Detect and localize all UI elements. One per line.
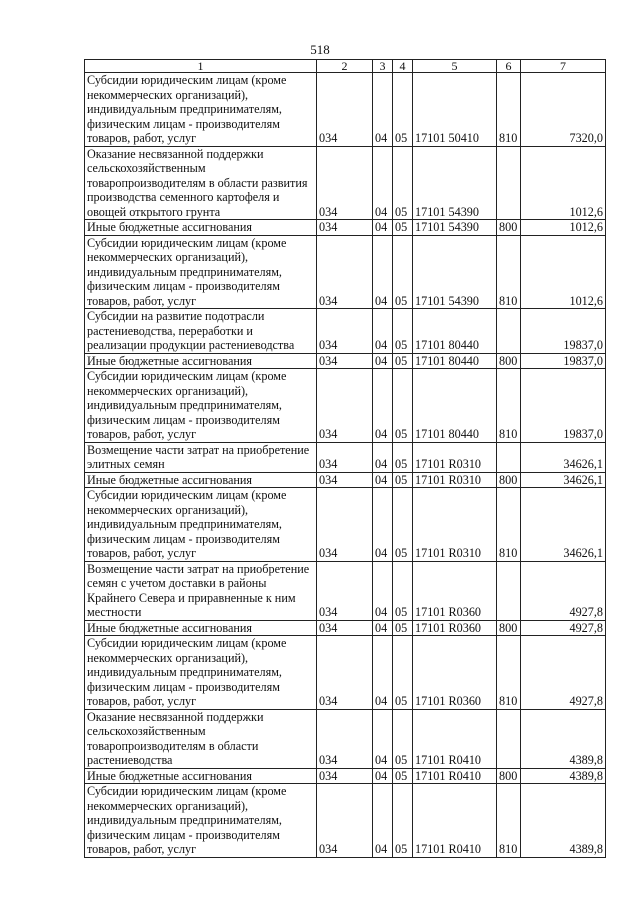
page-number: 518 bbox=[310, 42, 330, 57]
table-row bbox=[85, 561, 606, 620]
row-admin-code-cell: 034 bbox=[317, 309, 373, 354]
row-section-cell: 04 bbox=[373, 235, 393, 309]
row-target-article-cell: 17101 R0310 bbox=[413, 472, 497, 488]
header-cell: 4 bbox=[393, 60, 413, 73]
row-name-cell: Возмещение части затрат на приобретение элитных семян bbox=[85, 442, 317, 472]
row-subsection-cell: 05 bbox=[393, 709, 413, 768]
table-row bbox=[85, 235, 606, 309]
row-expense-type-cell: 810 bbox=[497, 636, 521, 710]
row-admin-code-cell: 034 bbox=[317, 768, 373, 784]
table-row bbox=[85, 636, 606, 710]
row-name-cell: Иные бюджетные ассигнования bbox=[85, 472, 317, 488]
row-amount-cell: 1012,6 bbox=[521, 220, 606, 236]
row-name-cell: Иные бюджетные ассигнования bbox=[85, 220, 317, 236]
row-section-cell: 04 bbox=[373, 442, 393, 472]
header-cell: 3 bbox=[373, 60, 393, 73]
row-admin-code-cell: 034 bbox=[317, 620, 373, 636]
row-admin-code-cell: 034 bbox=[317, 235, 373, 309]
row-name-cell: Иные бюджетные ассигнования bbox=[85, 768, 317, 784]
row-expense-type-cell bbox=[497, 309, 521, 354]
row-amount-cell: 1012,6 bbox=[521, 146, 606, 220]
row-amount-cell: 1012,6 bbox=[521, 235, 606, 309]
row-section-cell: 04 bbox=[373, 620, 393, 636]
row-expense-type-cell: 810 bbox=[497, 369, 521, 443]
row-section-cell: 04 bbox=[373, 146, 393, 220]
row-amount-cell: 4389,8 bbox=[521, 709, 606, 768]
row-amount-cell: 19837,0 bbox=[521, 309, 606, 354]
header-cell: 2 bbox=[317, 60, 373, 73]
row-expense-type-cell: 800 bbox=[497, 353, 521, 369]
row-target-article-cell: 17101 R0310 bbox=[413, 442, 497, 472]
row-admin-code-cell: 034 bbox=[317, 146, 373, 220]
row-target-article-cell: 17101 54390 bbox=[413, 235, 497, 309]
row-section-cell: 04 bbox=[373, 309, 393, 354]
row-amount-cell: 4927,8 bbox=[521, 620, 606, 636]
row-name-cell: Субсидии юридическим лицам (кроме некоммерческих организаций), индивидуальным предпринимателям, физическим лицам - производителям товаров, работ, услуг bbox=[85, 73, 317, 147]
row-name-cell: Субсидии юридическим лицам (кроме некоммерческих организаций), индивидуальным предпринимателям, физическим лицам - производителям товаров, работ, услуг bbox=[85, 488, 317, 562]
row-section-cell: 04 bbox=[373, 709, 393, 768]
row-section-cell: 04 bbox=[373, 636, 393, 710]
row-admin-code-cell: 034 bbox=[317, 442, 373, 472]
row-amount-cell: 4927,8 bbox=[521, 561, 606, 620]
row-target-article-cell: 17101 54390 bbox=[413, 146, 497, 220]
row-expense-type-cell: 800 bbox=[497, 220, 521, 236]
header-cell: 1 bbox=[85, 60, 317, 73]
table-header-row bbox=[85, 60, 606, 73]
row-expense-type-cell bbox=[497, 442, 521, 472]
row-amount-cell: 19837,0 bbox=[521, 369, 606, 443]
row-subsection-cell: 05 bbox=[393, 620, 413, 636]
row-admin-code-cell: 034 bbox=[317, 472, 373, 488]
row-subsection-cell: 05 bbox=[393, 235, 413, 309]
row-amount-cell: 34626,1 bbox=[521, 442, 606, 472]
row-target-article-cell: 17101 R0410 bbox=[413, 784, 497, 858]
row-name-cell: Субсидии юридическим лицам (кроме некоммерческих организаций), индивидуальным предпринимателям, физическим лицам - производителям товаров, работ, услуг bbox=[85, 369, 317, 443]
table-row bbox=[85, 353, 606, 369]
row-target-article-cell: 17101 R0410 bbox=[413, 709, 497, 768]
table-row bbox=[85, 472, 606, 488]
table-row bbox=[85, 369, 606, 443]
row-admin-code-cell: 034 bbox=[317, 709, 373, 768]
row-name-cell: Субсидии юридическим лицам (кроме некоммерческих организаций), индивидуальным предпринимателям, физическим лицам - производителям товаров, работ, услуг bbox=[85, 235, 317, 309]
row-section-cell: 04 bbox=[373, 73, 393, 147]
row-expense-type-cell: 810 bbox=[497, 784, 521, 858]
row-admin-code-cell: 034 bbox=[317, 636, 373, 710]
row-expense-type-cell bbox=[497, 561, 521, 620]
row-name-cell: Субсидии юридическим лицам (кроме некоммерческих организаций), индивидуальным предпринимателям, физическим лицам - производителям товаров, работ, услуг bbox=[85, 784, 317, 858]
table-row bbox=[85, 442, 606, 472]
row-name-cell: Оказание несвязанной поддержки сельскохозяйственным товаропроизводителям в области развития производства семенного картофеля и овощей открытого грунта bbox=[85, 146, 317, 220]
row-section-cell: 04 bbox=[373, 220, 393, 236]
row-target-article-cell: 17101 54390 bbox=[413, 220, 497, 236]
row-section-cell: 04 bbox=[373, 768, 393, 784]
row-target-article-cell: 17101 R0360 bbox=[413, 561, 497, 620]
row-section-cell: 04 bbox=[373, 561, 393, 620]
row-name-cell: Субсидии юридическим лицам (кроме некоммерческих организаций), индивидуальным предпринимателям, физическим лицам - производителям товаров, работ, услуг bbox=[85, 636, 317, 710]
row-subsection-cell: 05 bbox=[393, 636, 413, 710]
table-row bbox=[85, 146, 606, 220]
row-expense-type-cell: 810 bbox=[497, 73, 521, 147]
row-expense-type-cell bbox=[497, 709, 521, 768]
row-admin-code-cell: 034 bbox=[317, 784, 373, 858]
table-row bbox=[85, 768, 606, 784]
row-target-article-cell: 17101 R0360 bbox=[413, 636, 497, 710]
table-row bbox=[85, 709, 606, 768]
row-target-article-cell: 17101 80440 bbox=[413, 369, 497, 443]
row-section-cell: 04 bbox=[373, 488, 393, 562]
row-amount-cell: 7320,0 bbox=[521, 73, 606, 147]
row-subsection-cell: 05 bbox=[393, 561, 413, 620]
row-section-cell: 04 bbox=[373, 353, 393, 369]
row-amount-cell: 4389,8 bbox=[521, 784, 606, 858]
row-section-cell: 04 bbox=[373, 784, 393, 858]
row-subsection-cell: 05 bbox=[393, 73, 413, 147]
header-cell: 6 bbox=[497, 60, 521, 73]
header-cell: 5 bbox=[413, 60, 497, 73]
row-expense-type-cell: 810 bbox=[497, 488, 521, 562]
row-name-cell: Возмещение части затрат на приобретение семян с учетом доставки в районы Крайнего Севера и приравненные к ним местности bbox=[85, 561, 317, 620]
table-row bbox=[85, 488, 606, 562]
row-expense-type-cell: 800 bbox=[497, 768, 521, 784]
row-subsection-cell: 05 bbox=[393, 472, 413, 488]
row-name-cell: Субсидии на развитие подотрасли растениеводства, переработки и реализации продукции растениеводства bbox=[85, 309, 317, 354]
row-admin-code-cell: 034 bbox=[317, 73, 373, 147]
row-section-cell: 04 bbox=[373, 369, 393, 443]
row-subsection-cell: 05 bbox=[393, 220, 413, 236]
row-name-cell: Иные бюджетные ассигнования bbox=[85, 620, 317, 636]
row-amount-cell: 34626,1 bbox=[521, 472, 606, 488]
row-subsection-cell: 05 bbox=[393, 784, 413, 858]
row-amount-cell: 34626,1 bbox=[521, 488, 606, 562]
row-amount-cell: 4927,8 bbox=[521, 636, 606, 710]
row-admin-code-cell: 034 bbox=[317, 561, 373, 620]
row-admin-code-cell: 034 bbox=[317, 369, 373, 443]
header-cell: 7 bbox=[521, 60, 606, 73]
table-row bbox=[85, 620, 606, 636]
row-subsection-cell: 05 bbox=[393, 369, 413, 443]
row-subsection-cell: 05 bbox=[393, 146, 413, 220]
row-subsection-cell: 05 bbox=[393, 442, 413, 472]
table-row bbox=[85, 220, 606, 236]
row-target-article-cell: 17101 R0410 bbox=[413, 768, 497, 784]
row-expense-type-cell: 810 bbox=[497, 235, 521, 309]
row-target-article-cell: 17101 R0310 bbox=[413, 488, 497, 562]
row-target-article-cell: 17101 50410 bbox=[413, 73, 497, 147]
row-target-article-cell: 17101 80440 bbox=[413, 309, 497, 354]
row-section-cell: 04 bbox=[373, 472, 393, 488]
row-expense-type-cell bbox=[497, 146, 521, 220]
row-subsection-cell: 05 bbox=[393, 353, 413, 369]
table-row bbox=[85, 73, 606, 147]
row-admin-code-cell: 034 bbox=[317, 353, 373, 369]
table-row bbox=[85, 309, 606, 354]
row-expense-type-cell: 800 bbox=[497, 620, 521, 636]
row-name-cell: Иные бюджетные ассигнования bbox=[85, 353, 317, 369]
row-name-cell: Оказание несвязанной поддержки сельскохозяйственным товаропроизводителям в области растениеводства bbox=[85, 709, 317, 768]
row-amount-cell: 4389,8 bbox=[521, 768, 606, 784]
table-row bbox=[85, 784, 606, 858]
row-subsection-cell: 05 bbox=[393, 309, 413, 354]
budget-table bbox=[84, 59, 606, 858]
row-target-article-cell: 17101 80440 bbox=[413, 353, 497, 369]
row-target-article-cell: 17101 R0360 bbox=[413, 620, 497, 636]
row-amount-cell: 19837,0 bbox=[521, 353, 606, 369]
row-subsection-cell: 05 bbox=[393, 768, 413, 784]
row-expense-type-cell: 800 bbox=[497, 472, 521, 488]
table-body bbox=[85, 73, 606, 858]
row-admin-code-cell: 034 bbox=[317, 488, 373, 562]
row-subsection-cell: 05 bbox=[393, 488, 413, 562]
row-admin-code-cell: 034 bbox=[317, 220, 373, 236]
